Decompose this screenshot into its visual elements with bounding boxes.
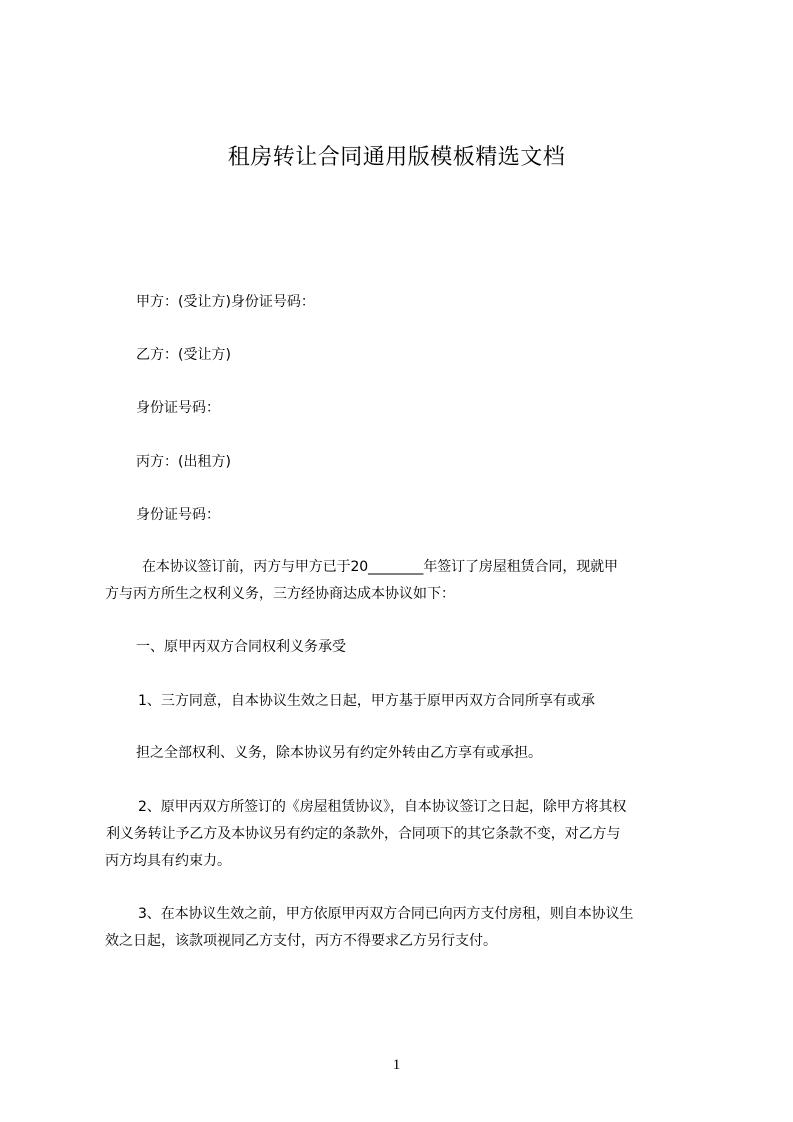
party-c-line: 丙方：(出租方) — [136, 454, 231, 470]
clause-3-line-1: 3、在本协议生效之前，甲方依原甲丙双方合同已向丙方支付房租，则自本协议生 — [138, 906, 634, 922]
intro-line-1: 在本协议签订前，丙方与甲方已于20________年签订了房屋租赁合同，现就甲 — [142, 559, 618, 575]
intro-line-2: 方与丙方所生之权利义务，三方经协商达成本协议如下： — [105, 586, 455, 602]
clause-2-line-1: 2、原甲丙双方所签订的《房屋租赁协议》，自本协议签订之日起，除甲方将其权 — [138, 799, 627, 815]
party-c-id-line: 身份证号码： — [136, 507, 220, 523]
clause-1-line-2: 担之全部权利、义务，除本协议另有约定外转由乙方享有或承担。 — [136, 745, 542, 761]
party-a-line: 甲方：(受让方)身份证号码： — [136, 294, 315, 310]
section-1-heading: 一、原甲丙双方合同权利义务承受 — [136, 639, 346, 655]
party-b-id-line: 身份证号码： — [136, 400, 220, 416]
document-title: 租房转让合同通用版模板精选文档 — [227, 145, 566, 170]
clause-2-line-2: 利义务转让予乙方及本协议另有约定的条款外，合同项下的其它条款不变，对乙方与 — [106, 826, 621, 842]
clause-2-line-3: 丙方均具有约束力。 — [105, 853, 231, 869]
party-b-line: 乙方：(受让方) — [136, 347, 231, 363]
page-number: 1 — [392, 1057, 401, 1073]
clause-3-line-2: 效之日起，该款项视同乙方支付，丙方不得要求乙方另行支付。 — [105, 933, 497, 949]
clause-1-line-1: 1、三方同意，自本协议生效之日起，甲方基于原甲丙双方合同所享有或承 — [138, 693, 595, 709]
